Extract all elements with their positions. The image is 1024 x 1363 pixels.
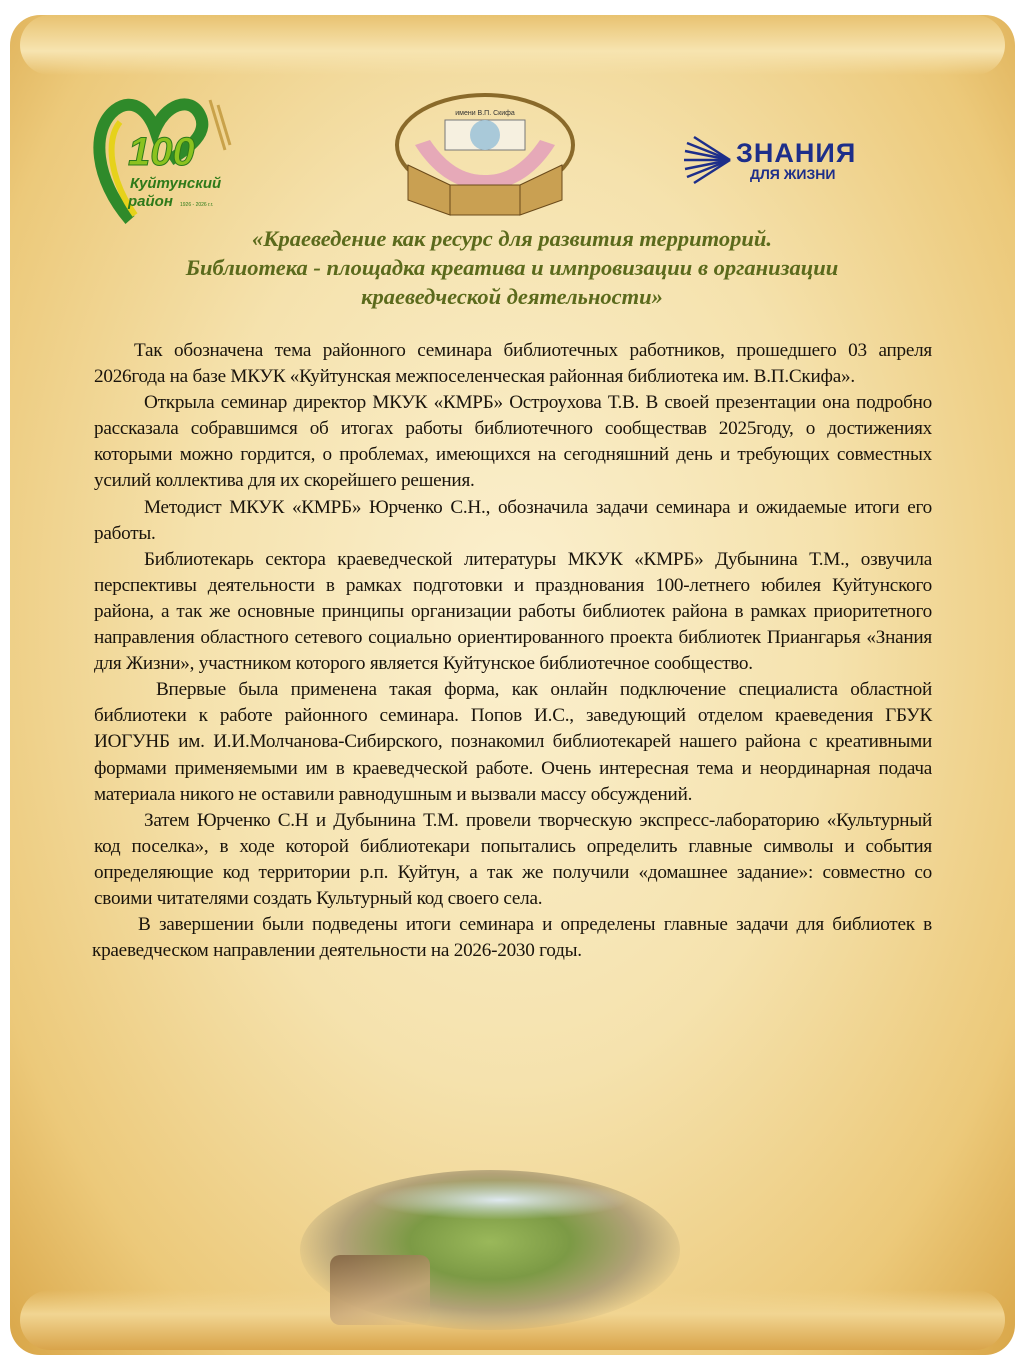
library-emblem-logo: [390, 90, 580, 220]
znaniya-logo-line2: ДЛЯ ЖИЗНИ: [750, 165, 836, 182]
title-line: «Краеведение как ресурс для развития территорий.: [252, 226, 772, 251]
paragraph: Методист МКУК «КМРБ» Юрченко С.Н., обозначила задачи семинара и ожидаемые итоги его работы.: [94, 496, 932, 544]
page-title: [80, 224, 944, 311]
svg-text:1926 - 2026 г.г.: 1926 - 2026 г.г.: [180, 202, 214, 208]
paragraph: Библиотекарь сектора краеведческой литературы МКУК «КМРБ» Дубынина Т.М., озвучила перспективы деятельности в рамках подготовки и празднования 100-летнего юбилея Куйтунского района, а так же основные принципы организации работы библиотек района в рамках приоритетного направления областного сетевого социально ориентированного проекта библиотек Приангарья «Знания для Жизни», участником которого является Куйтунское библиотечное сообщество.: [94, 548, 932, 675]
paragraph: Затем Юрченко С.Н и Дубынина Т.М. провели творческую экспресс-лабораторию «Культурный код поселка», в ходе которой библиотекари попытались определить главные символы и события определяющие код территории р.п. Куйтун, а так же получили «домашнее задание»: совместно со своими читателями создать Культурный код своего села.: [94, 809, 932, 909]
svg-text:100: 100: [128, 130, 195, 174]
svg-text:район: район: [128, 193, 173, 210]
butterfly-icon: [682, 135, 732, 185]
kuytun-100-anniversary-logo: [90, 90, 250, 225]
znaniya-logo-line1: ЗНАНИЯ: [736, 137, 857, 168]
scroll-top-curl: [20, 15, 1005, 75]
article-body: [94, 338, 932, 964]
open-book-photo: [330, 1255, 430, 1325]
paragraph: Открыла семинар директор МКУК «КМРБ» Остроухова Т.В. В своей презентации она подробно рассказала собравшимся об итогах работы библиотечного сообществав 2025году, о достижениях которыми можно гордится, о проблемах, имеющихся на сегодняшний день и требующих совместных усилий коллектива для их скорейшего решения.: [94, 392, 932, 492]
title-line: Библиотека - площадка креатива и импровизации в организации: [185, 255, 839, 280]
svg-text:имени В.П. Скифа: имени В.П. Скифа: [455, 110, 515, 117]
svg-text:Куйтунский: Куйтунский: [130, 175, 222, 192]
paragraph: Так обозначена тема районного семинара библиотечных работников, прошедшего 03 апреля 2026года на базе МКУК «Куйтунская межпоселенческая районная библиотека им. В.П.Скифа».: [94, 340, 932, 388]
paragraph: В завершении были подведены итоги семинара и определены главные задачи для библиотек в краеведческом направлении деятельности на 2026-2030 годы.: [92, 914, 932, 962]
title-line: краеведческой деятельности»: [361, 284, 663, 309]
landscape-photo-sky: [370, 1180, 630, 1220]
znaniya-dlya-zhizni-logo: [682, 130, 862, 190]
paragraph: Впервые была применена такая форма, как онлайн подключение специалиста областной библиотеки к работе районного семинара. Попов И.С., заведующий отделом краеведения ГБУК ИОГУНБ им. И.И.Молчанова-Сибирского, познакомил библиотекарей нашего района с креативными формами применяемыми им в краеведческой работе. Очень интересная тема и неординарная подача материала никого не оставили равнодушным и вызвали массу обсуждений.: [94, 679, 932, 805]
